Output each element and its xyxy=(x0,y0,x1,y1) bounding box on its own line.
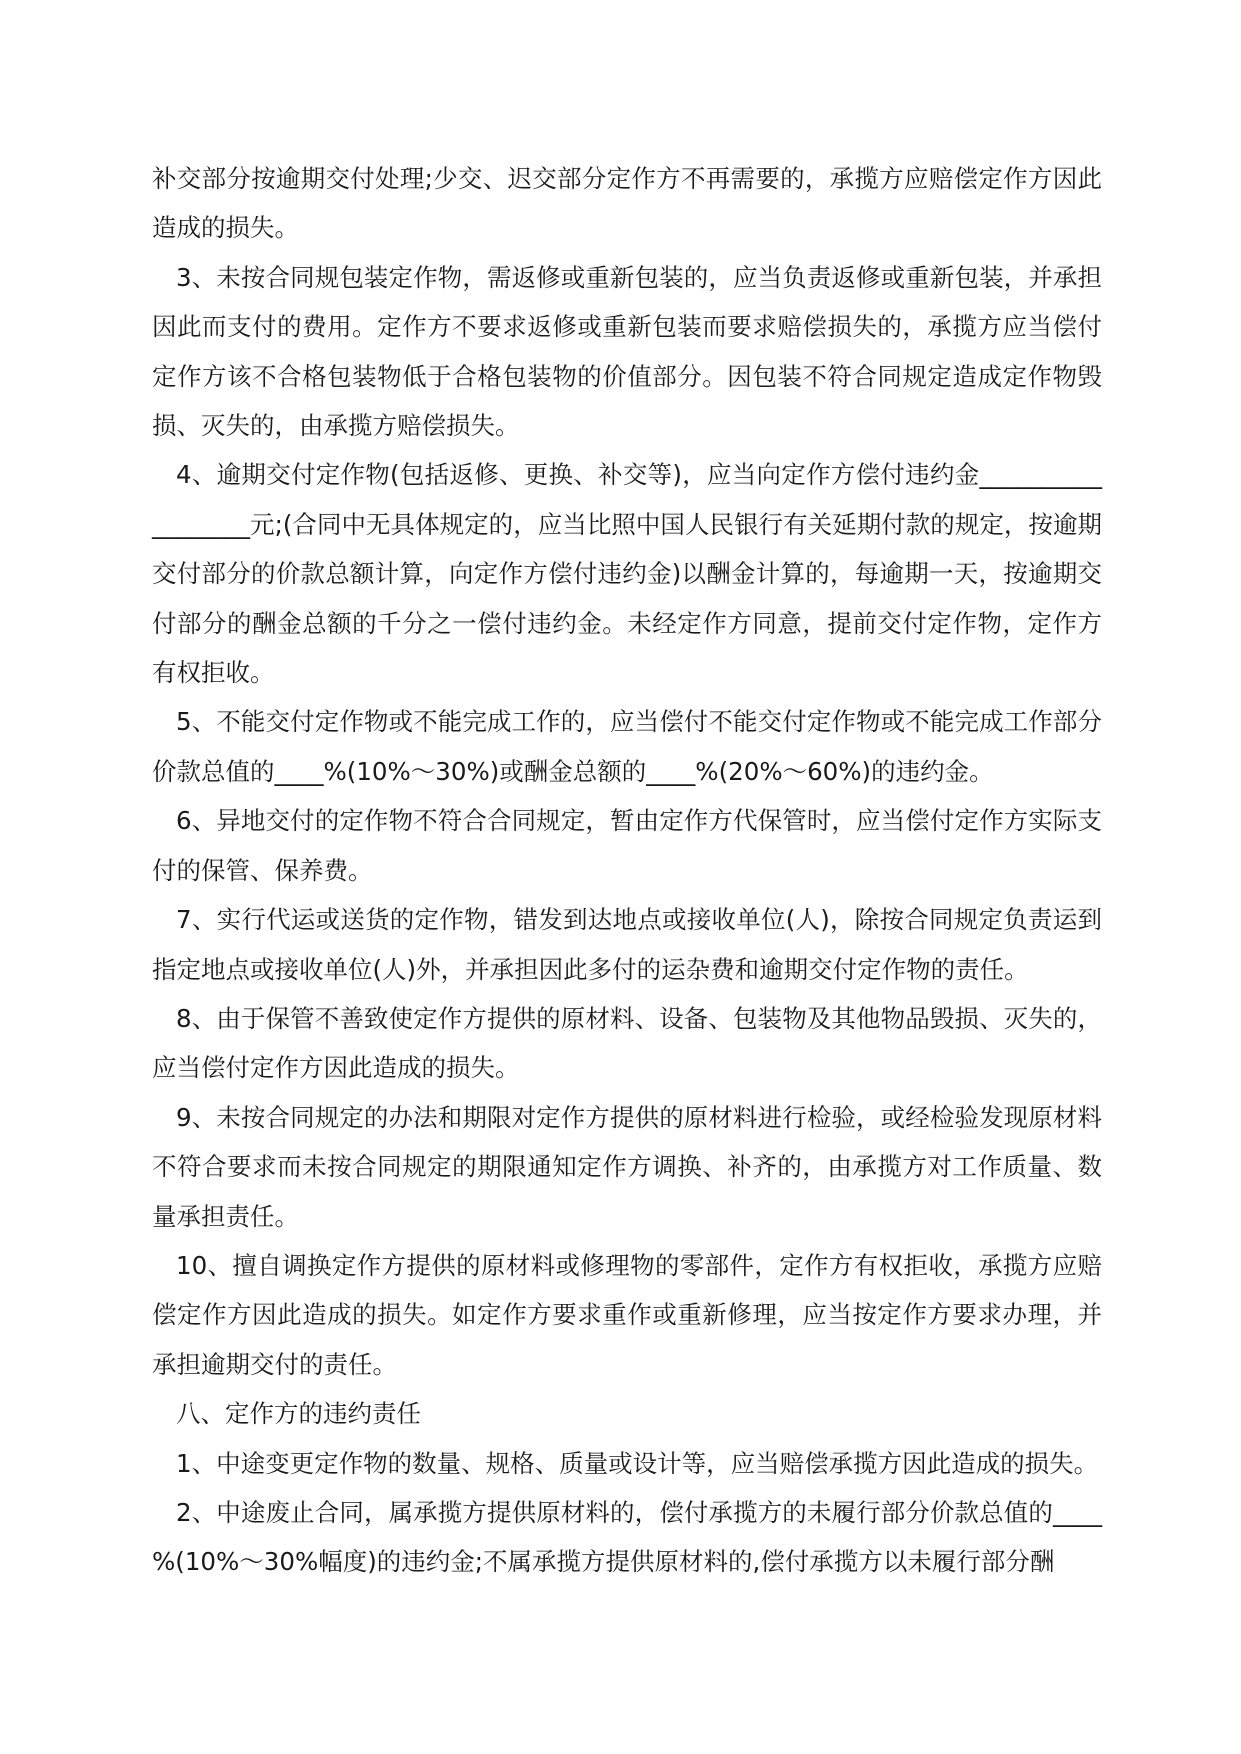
document-body xyxy=(152,154,1102,1587)
paragraph-continuation: 补交部分按逾期交付处理;少交、迟交部分定作方不再需要的，承揽方应赔偿定作方因此造成的损失。 xyxy=(152,164,1102,243)
paragraph-item-8: 8、由于保管不善致使定作方提供的原材料、设备、包装物及其他物品毁损、灭失的，应当偿付定作方因此造成的损失。 xyxy=(152,1003,1102,1083)
paragraph-item-7: 7、实行代运或送货的定作物，错发到达地点或接收单位(人)，除按合同规定负责运到指定地点或接收单位(人)外，并承担因此多付的运杂费和逾期交付定作物的责任。 xyxy=(152,905,1102,984)
paragraph-section8-item-2: 2、中途废止合同，属承揽方提供原材料的，偿付承揽方的未履行部分价款总值的____%(10%～30%幅度)的违约金;不属承揽方提供原材料的,偿付承揽方以未履行部分酬 xyxy=(152,1497,1102,1577)
paragraph-item-5: 5、不能交付定作物或不能完成工作的，应当偿付不能交付定作物或不能完成工作部分价款总值的____%(10%～30%)或酬金总额的____%(20%～60%)的违约金。 xyxy=(152,707,1102,786)
paragraph-section8-item-1: 1、中途变更定作物的数量、规格、质量或设计等，应当赔偿承揽方因此造成的损失。 xyxy=(176,1448,1099,1478)
paragraph-item-6: 6、异地交付的定作物不符合合同规定，暂由定作方代保管时，应当偿付定作方实际支付的保管、保养费。 xyxy=(152,806,1102,885)
section-heading-8: 八、定作方的违约责任 xyxy=(176,1399,421,1429)
paragraph-item-3: 3、未按合同规包装定作物，需返修或重新包装的，应当负责返修或重新包装，并承担因此而支付的费用。定作方不要求返修或重新包装而要求赔偿损失的，承揽方应当偿付定作方该不合格包装物低于合格包装物的价值部分。因包装不符合同规定造成定作物毁损、灭失的，由承揽方赔偿损失。 xyxy=(152,262,1102,441)
paragraph-item-4: 4、逾期交付定作物(包括返修、更换、补交等)，应当向定作方偿付违约金__________________元;(合同中无具体规定的，应当比照中国人民银行有关延期付款的规定，按逾期交付部分的价款总额计算，向定作方偿付违约金)以酬金计算的，每逾期一天，按逾期交付部分的酬金总额的千分之一偿付违约金。未经定作方同意，提前交付定作物，定作方有权拒收。 xyxy=(152,460,1102,688)
paragraph-item-9: 9、未按合同规定的办法和期限对定作方提供的原材料进行检验，或经检验发现原材料不符合要求而未按合同规定的期限通知定作方调换、补齐的，由承揽方对工作质量、数量承担责任。 xyxy=(152,1102,1102,1231)
paragraph-item-10: 10、擅自调换定作方提供的原材料或修理物的零部件，定作方有权拒收，承揽方应赔偿定作方因此造成的损失。如定作方要求重作或重新修理，应当按定作方要求办理，并承担逾期交付的责任。 xyxy=(152,1250,1102,1379)
